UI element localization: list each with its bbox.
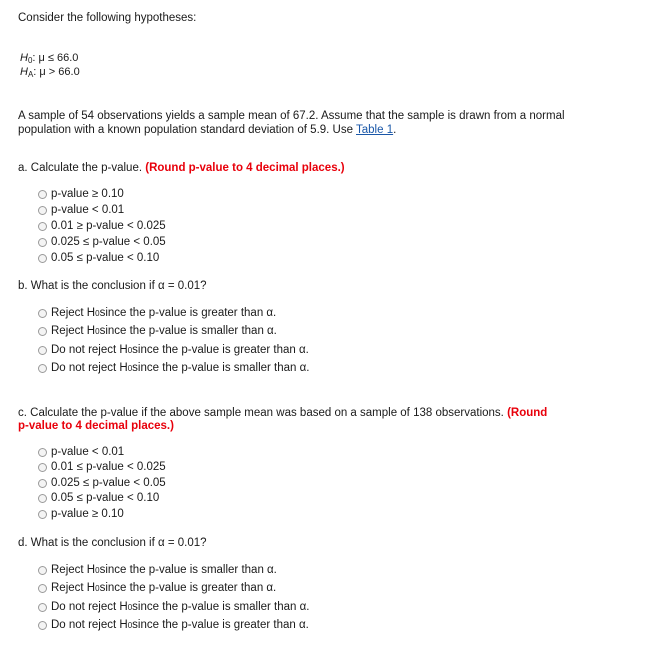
option-pre: Do not reject H — [51, 362, 128, 374]
h0-condition: : μ ≤ 66.0 — [32, 52, 79, 64]
option-a1[interactable] — [38, 187, 124, 201]
question-b-label: b. — [18, 280, 28, 292]
radio-button[interactable] — [38, 510, 47, 519]
option-label: 0.01 ≥ p-value < 0.025 — [51, 220, 166, 232]
question-d — [18, 537, 207, 549]
radio-button[interactable] — [38, 621, 47, 630]
question-d-label: d. — [18, 537, 28, 549]
option-post: since the p-value is greater than α. — [99, 582, 277, 594]
option-label: 0.05 ≤ p-value < 0.10 — [51, 492, 160, 504]
option-c4[interactable] — [38, 491, 159, 505]
option-post: since the p-value is greater than α. — [132, 619, 309, 631]
intro-text: Consider the following hypotheses: — [18, 12, 197, 24]
option-a3[interactable] — [38, 219, 166, 233]
option-c2[interactable] — [38, 460, 166, 474]
option-label: p-value < 0.01 — [51, 446, 125, 458]
option-label: p-value ≥ 0.10 — [51, 188, 124, 200]
question-c-label: c. — [18, 407, 27, 419]
option-sub: 0 — [95, 583, 100, 593]
radio-button[interactable] — [38, 254, 47, 263]
option-pre: Do not reject H — [51, 619, 128, 631]
option-b1[interactable] — [38, 306, 276, 320]
radio-button[interactable] — [38, 238, 47, 247]
radio-button[interactable] — [38, 190, 47, 199]
ha-symbol: H — [20, 66, 28, 78]
option-pre: Reject H — [51, 307, 96, 319]
option-c5[interactable] — [38, 507, 124, 521]
radio-button[interactable] — [38, 494, 47, 503]
option-b4[interactable] — [38, 361, 309, 375]
question-a-label: a. — [18, 162, 28, 174]
option-label: 0.05 ≤ p-value < 0.10 — [51, 252, 160, 264]
question-c — [18, 407, 558, 433]
option-d2[interactable] — [38, 581, 276, 595]
radio-button[interactable] — [38, 479, 47, 488]
radio-button[interactable] — [38, 566, 47, 575]
option-post: since the p-value is smaller than α. — [99, 325, 277, 337]
option-a4[interactable] — [38, 235, 166, 249]
option-pre: Do not reject H — [51, 601, 128, 613]
option-post: since the p-value is greater than α. — [132, 344, 309, 356]
option-sub: 0 — [127, 602, 133, 612]
radio-button[interactable] — [38, 448, 47, 457]
radio-button[interactable] — [38, 463, 47, 472]
option-post: since the p-value is smaller than α. — [132, 362, 310, 374]
option-pre: Reject H — [51, 564, 96, 576]
option-sub: 0 — [127, 620, 133, 630]
radio-button[interactable] — [38, 603, 47, 612]
question-c-text: Calculate the p-value if the above sample mean was based on a sample of 138 observations. — [30, 407, 504, 419]
radio-button[interactable] — [38, 222, 47, 231]
option-sub: 0 — [127, 363, 133, 373]
option-post: since the p-value is smaller than α. — [132, 601, 310, 613]
option-b3[interactable] — [38, 343, 309, 357]
option-c1[interactable] — [38, 445, 124, 459]
option-post: since the p-value is greater than α. — [99, 307, 277, 319]
option-pre: Reject H — [51, 325, 96, 337]
option-label: p-value ≥ 0.10 — [51, 508, 124, 520]
option-sub: 0 — [127, 345, 133, 355]
question-b-text: What is the conclusion if α = 0.01? — [30, 280, 207, 292]
option-c3[interactable] — [38, 476, 166, 490]
ha-condition: : μ > 66.0 — [33, 66, 80, 78]
alternative-hypothesis — [20, 66, 80, 79]
question-a-note: (Round p-value to 4 decimal places.) — [145, 162, 345, 174]
radio-button[interactable] — [38, 346, 47, 355]
option-pre: Reject H — [51, 582, 96, 594]
question-a — [18, 162, 345, 174]
table-1-link[interactable]: Table 1 — [356, 124, 394, 136]
option-label: 0.025 ≤ p-value < 0.05 — [51, 477, 166, 489]
radio-button[interactable] — [38, 309, 47, 318]
null-hypothesis — [20, 52, 78, 65]
option-d3[interactable] — [38, 600, 309, 614]
option-a2[interactable] — [38, 203, 124, 217]
option-pre: Do not reject H — [51, 344, 128, 356]
h0-subscript: 0 — [27, 56, 33, 65]
option-label: 0.01 ≤ p-value < 0.025 — [51, 461, 166, 473]
option-b2[interactable] — [38, 324, 277, 338]
radio-button[interactable] — [38, 364, 47, 373]
option-a5[interactable] — [38, 251, 159, 265]
option-sub: 0 — [95, 326, 100, 336]
sample-text: A sample of 54 observations yields a sample mean of 67.2. Assume that the sample is drawn from a normal population with a known population standard deviation of 5.9. Use — [18, 110, 565, 136]
option-sub: 0 — [95, 565, 100, 575]
option-sub: 0 — [95, 308, 100, 318]
option-d1[interactable] — [38, 563, 277, 577]
radio-button[interactable] — [38, 206, 47, 215]
radio-button[interactable] — [38, 584, 47, 593]
radio-button[interactable] — [38, 327, 47, 336]
question-c-note: (Round p-value to 4 decimal places.) — [18, 407, 548, 432]
ha-subscript: A — [27, 70, 34, 79]
option-label: p-value < 0.01 — [51, 204, 125, 216]
question-a-text: Calculate the p-value. — [30, 162, 143, 174]
sample-description: A sample of 54 observations yields a sample mean of 67.2. Assume that the sample is drawn from a normal population with a known population standard deviation of 5.9. Use Table 1. — [18, 110, 565, 136]
h0-symbol: H — [20, 52, 28, 64]
option-post: since the p-value is smaller than α. — [99, 564, 277, 576]
question-d-text: What is the conclusion if α = 0.01? — [30, 537, 207, 549]
option-d4[interactable] — [38, 618, 309, 632]
option-label: 0.025 ≤ p-value < 0.05 — [51, 236, 166, 248]
question-b — [18, 280, 207, 292]
